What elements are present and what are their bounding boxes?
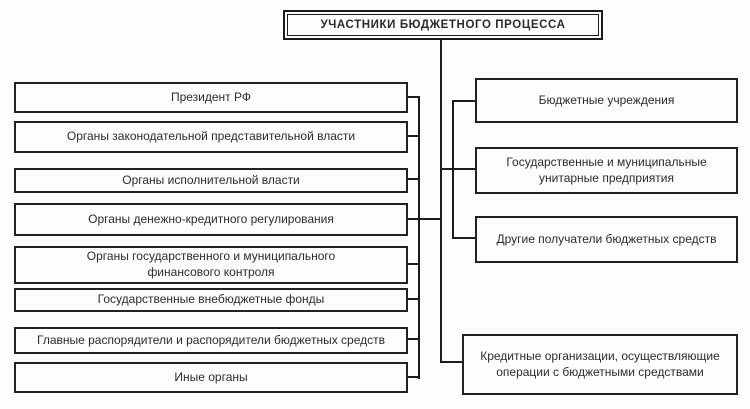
connector-stub-funds xyxy=(407,298,420,300)
node-executive-authorities xyxy=(14,168,408,193)
connector-stub-monetary-to-central xyxy=(407,218,442,220)
node-unitary-enterprises xyxy=(475,147,738,194)
connector-stub-administrators xyxy=(407,338,420,340)
node-label: Органы исполнительной власти xyxy=(122,172,300,187)
connector-stub-unitary-enterprises xyxy=(440,168,476,170)
connector-central-vertical xyxy=(440,40,442,363)
node-label: Органы государственного и муниципального финансового контроля xyxy=(86,249,336,279)
connector-stub-budget-institutions xyxy=(452,100,476,102)
node-label: Органы денежно-кредитного регулирования xyxy=(88,211,334,226)
node-other-recipients xyxy=(475,216,738,263)
connector-stub-other-recipients xyxy=(452,237,476,239)
node-president-rf xyxy=(14,82,408,113)
connector-stub-president xyxy=(407,96,420,98)
node-label: Государственные внебюджетные фонды xyxy=(97,292,325,307)
node-label: Другие получатели бюджетных средств xyxy=(496,231,717,246)
diagram-title: УЧАСТНИКИ БЮДЖЕТНОГО ПРОЦЕССА xyxy=(287,14,599,36)
node-extrabudgetary-funds xyxy=(14,288,408,312)
node-financial-control xyxy=(14,246,408,284)
connector-stub-legislative xyxy=(407,135,420,137)
connector-stub-other-bodies xyxy=(407,376,420,378)
node-legislative-authorities xyxy=(14,121,408,153)
node-label: Кредитные организации, осуществляющие операции с бюджетными средствами xyxy=(480,348,720,379)
node-label: Главные распорядители и распорядители бюджетных средств xyxy=(37,332,385,347)
connector-to-credit-organizations xyxy=(440,361,463,363)
connector-stub-control xyxy=(407,263,420,265)
node-label: Бюджетные учреждения xyxy=(538,92,675,107)
connector-stub-executive xyxy=(407,178,420,180)
node-label: Органы законодательной представительной власти xyxy=(66,129,356,144)
node-monetary-regulation xyxy=(14,203,408,236)
node-budget-administrators xyxy=(14,327,408,354)
node-label: Государственные и муниципальные унитарные предприятия xyxy=(506,154,707,185)
node-budget-institutions xyxy=(475,78,738,123)
node-label: Президент РФ xyxy=(170,89,252,104)
node-label: Иные органы xyxy=(174,369,248,384)
node-other-bodies xyxy=(14,362,408,393)
connector-left-spine xyxy=(418,96,420,379)
node-credit-organizations xyxy=(462,334,738,395)
title-box xyxy=(283,10,603,40)
